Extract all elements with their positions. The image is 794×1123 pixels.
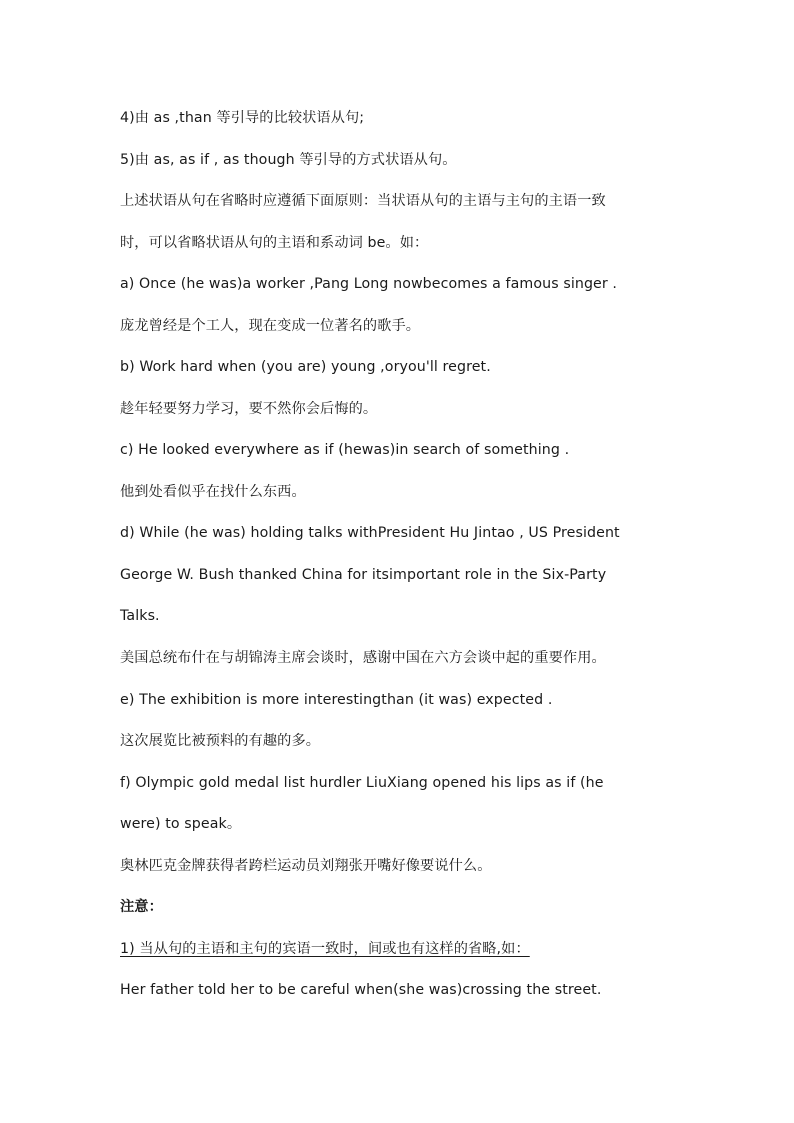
example-b-english: b) Work hard when (you are) young ,oryou'll regret. [120, 359, 491, 375]
text-line-comparison-clause: 4)由 as ,than 等引导的比较状语从句; [120, 110, 365, 126]
example-f-english-line1: f) Olympic gold medal list hurdler LiuXiang opened his lips as if (he [120, 775, 604, 791]
example-c-english: c) He looked everywhere as if (hewas)in search of something . [120, 442, 570, 458]
example-e-chinese: 这次展览比被预料的有趣的多。 [120, 733, 321, 749]
example-b-chinese: 趁年轻要努力学习，要不然你会后悔的。 [120, 401, 378, 417]
note-item-1: 1) 当从句的主语和主句的宾语一致时，间或也有这样的省略,如： [120, 941, 530, 957]
example-e-english: e) The exhibition is more interestingthan (it was) expected . [120, 692, 553, 708]
text-line-manner-clause: 5)由 as, as if , as though 等引导的方式状语从句。 [120, 152, 457, 168]
example-d-english-line1: d) While (he was) holding talks withPresident Hu Jintao , US President [120, 525, 620, 541]
example-f-chinese: 奥林匹克金牌获得者跨栏运动员刘翔张开嘴好像要说什么。 [120, 858, 492, 874]
example-a-chinese: 庞龙曾经是个工人，现在变成一位著名的歌手。 [120, 318, 421, 334]
example-a-english: a) Once (he was)a worker ,Pang Long nowbecomes a famous singer . [120, 276, 618, 292]
example-c-chinese: 他到处看似乎在找什么东西。 [120, 484, 306, 500]
example-d-chinese: 美国总统布什在与胡锦涛主席会谈时，感谢中国在六方会谈中起的重要作用。 [120, 650, 606, 666]
text-line-rule-part2: 时，可以省略状语从句的主语和系动词 be。如： [120, 235, 429, 251]
example-d-english-line2: George W. Bush thanked China for itsimportant role in the Six-Party [120, 567, 607, 583]
text-line-rule-part1: 上述状语从句在省略时应遵循下面原则：当状语从句的主语与主句的主语一致 [120, 193, 606, 209]
note-example-english: Her father told her to be careful when(she was)crossing the street. [120, 982, 602, 998]
example-d-english-line3: Talks. [120, 608, 160, 624]
example-f-english-line2: were) to speak。 [120, 816, 242, 832]
note-heading: 注意： [120, 899, 163, 915]
